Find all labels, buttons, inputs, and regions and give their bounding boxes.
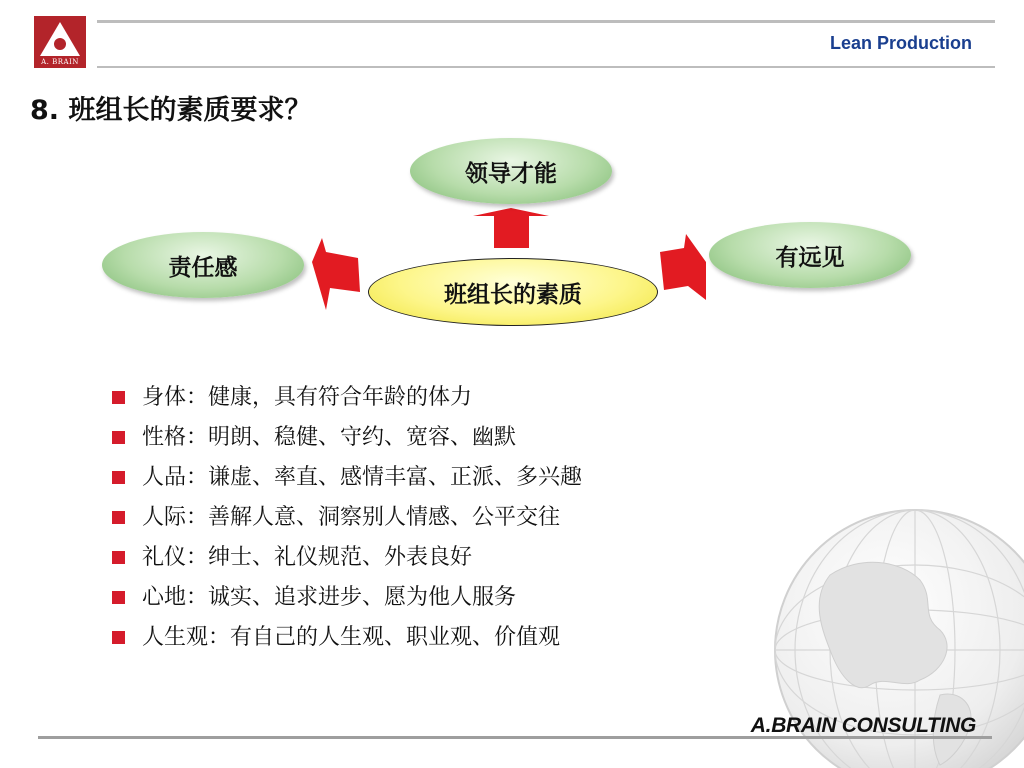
bullet-item (110, 420, 582, 460)
bullet-item (110, 380, 582, 420)
bullet-list (110, 380, 582, 660)
bullet-item (110, 620, 582, 660)
bullet-text: 人际：善解人意、洞察别人情感、公平交往 (142, 505, 561, 530)
bullet-item (110, 540, 582, 580)
header-tag: Lean Production (829, 33, 972, 53)
node-leadership: 领导才能 (410, 138, 612, 204)
node-center: 班组长的素质 (368, 258, 658, 326)
arrow-left-icon (312, 238, 360, 310)
square-bullet-icon (112, 391, 125, 404)
square-bullet-icon (112, 431, 125, 444)
square-bullet-icon (112, 631, 125, 644)
bullet-item (110, 580, 582, 620)
node-vision: 有远见 (709, 222, 911, 288)
arrow-right-icon (660, 234, 706, 300)
square-bullet-icon (112, 471, 125, 484)
node-responsibility: 责任感 (102, 232, 304, 298)
footer-brand: A.BRAIN CONSULTING (750, 714, 976, 737)
square-bullet-icon (112, 551, 125, 564)
square-bullet-icon (112, 511, 125, 524)
slide-title: 8. 班组长的素质要求？ (30, 95, 312, 126)
arrow-up-icon (473, 208, 549, 248)
bullet-text: 人品：谦虚、率直、感情丰富、正派、多兴趣 (142, 465, 583, 490)
bullet-text: 性格：明朗、稳健、守约、宽容、幽默 (142, 425, 517, 450)
company-logo (34, 16, 86, 68)
bullet-text: 人生观：有自己的人生观、职业观、价值观 (142, 625, 561, 650)
bullet-text: 礼仪：绅士、礼仪规范、外表良好 (142, 545, 473, 570)
bullet-item (110, 500, 582, 540)
header-divider-bottom (97, 66, 995, 68)
square-bullet-icon (112, 591, 125, 604)
bullet-text: 身体：健康，具有符合年龄的体力 (142, 385, 473, 410)
bullet-text: 心地：诚实、追求进步、愿为他人服务 (142, 585, 517, 610)
header-divider-top (97, 20, 995, 23)
bullet-item (110, 460, 582, 500)
logo-text: A. BRAIN (41, 58, 79, 66)
